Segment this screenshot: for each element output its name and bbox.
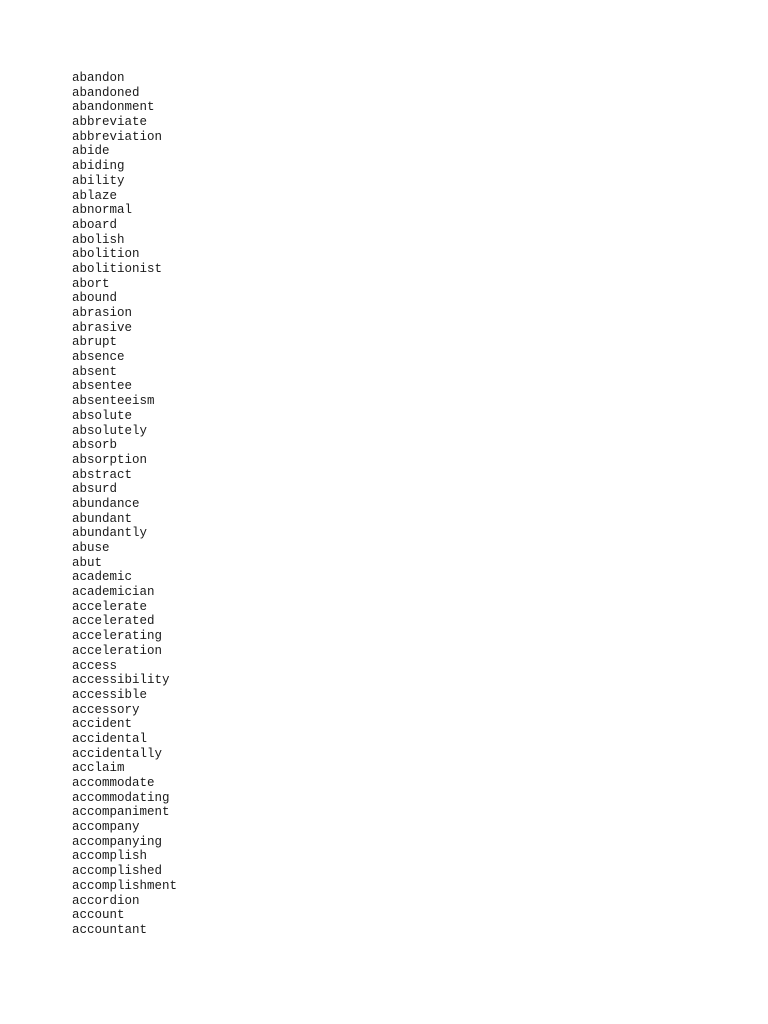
word-list-item: absentee <box>72 379 133 394</box>
word-list-item: account <box>72 908 125 923</box>
word-list-item: accomplish <box>72 849 148 864</box>
word-list-item: absorb <box>72 438 118 453</box>
word-list-item: accelerated <box>72 614 155 629</box>
word-list-item: accountant <box>72 922 148 937</box>
word-list-item: abrasive <box>72 320 133 335</box>
word-list-item: accompany <box>72 820 140 835</box>
word-list-item: accidentally <box>72 746 163 761</box>
word-list-item: abide <box>72 144 110 159</box>
word-list-item: accomplished <box>72 864 163 879</box>
word-list-item: absolute <box>72 408 133 423</box>
word-list-item: abiding <box>72 159 125 174</box>
word-list-item: accommodate <box>72 776 155 790</box>
word-list-item: abolition <box>72 247 140 262</box>
word-list-item: abolish <box>72 232 125 247</box>
word-list-item: accelerating <box>72 629 163 644</box>
word-list-item: accessory <box>72 702 140 717</box>
word-list-item: abnormal <box>72 203 133 218</box>
word-list-item: abandoned <box>72 85 140 100</box>
word-list-item: accompanying <box>72 834 163 849</box>
word-list-item: abbreviation <box>72 129 163 144</box>
word-list-item: abbreviate <box>72 115 148 130</box>
word-list-item: acclaim <box>72 761 125 776</box>
word-list-item: abound <box>72 291 118 306</box>
word-list-item: academician <box>72 585 155 600</box>
word-list-item: abundance <box>72 496 140 511</box>
word-list-item: absent <box>72 364 118 379</box>
word-list-item: accomplishment <box>72 878 178 893</box>
word-list-item: abolitionist <box>72 261 163 276</box>
word-list-item: academic <box>72 570 133 585</box>
word-list-item: aboard <box>72 217 118 232</box>
word-list-item: abandonment <box>72 100 155 115</box>
word-list-item: abandon <box>72 71 125 85</box>
word-list-item: access <box>72 658 118 673</box>
word-list-item: abort <box>72 276 110 291</box>
word-list-item: accessibility <box>72 673 170 688</box>
word-list-item: accidental <box>72 731 148 746</box>
word-list-item: absurd <box>72 482 118 497</box>
word-list-item: acceleration <box>72 643 163 658</box>
word-list-item: accident <box>72 717 133 732</box>
word-list-item: abstract <box>72 467 133 482</box>
word-list-item: accelerate <box>72 599 148 614</box>
word-list-item: abundantly <box>72 526 148 541</box>
word-list-item: absorption <box>72 452 148 467</box>
word-list-item: abuse <box>72 541 110 555</box>
word-list-item: ability <box>72 173 125 188</box>
word-list-item: accommodating <box>72 790 170 805</box>
word-list-item: accompaniment <box>72 805 170 820</box>
word-list-item: abut <box>72 555 103 570</box>
word-list-item: absenteeism <box>72 394 155 409</box>
word-list-item: abundant <box>72 511 133 526</box>
word-list-item: absolutely <box>72 423 148 438</box>
word-list <box>72 71 768 938</box>
word-list-item: accessible <box>72 687 148 702</box>
word-list-item: abrasion <box>72 306 133 320</box>
word-list-item: ablaze <box>72 188 118 203</box>
word-list-item: absence <box>72 350 125 365</box>
word-list-item: accordion <box>72 893 140 908</box>
word-list-item: abrupt <box>72 335 118 350</box>
